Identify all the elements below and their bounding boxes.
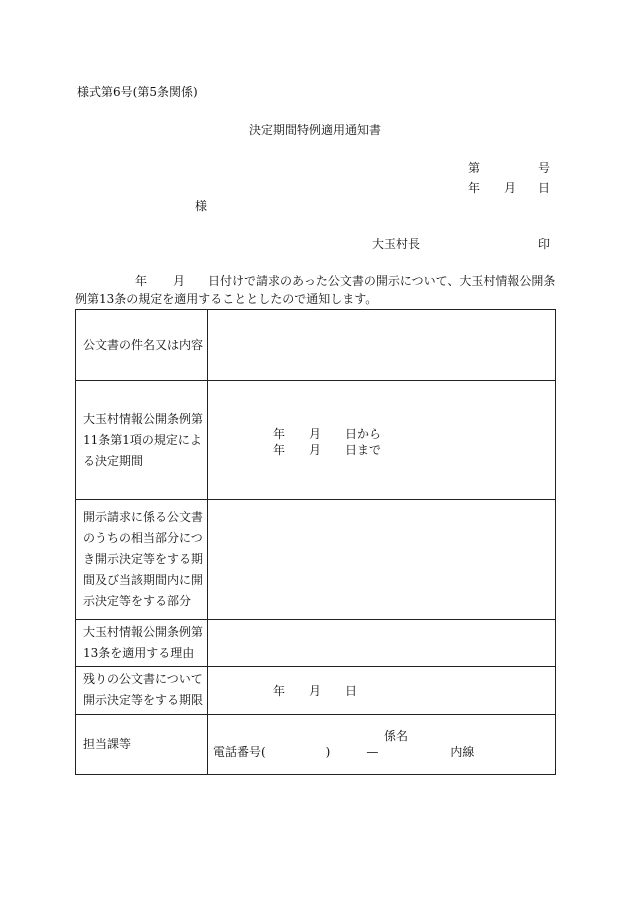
issue-date-row bbox=[468, 180, 550, 196]
date-day: 日 bbox=[537, 181, 550, 195]
table-row-contact bbox=[76, 714, 556, 774]
reason-label: 大玉村情報公開条例第13条を適用する理由 bbox=[76, 619, 208, 666]
intro-year: 年 bbox=[135, 274, 148, 288]
subject-value bbox=[208, 310, 556, 381]
deadline-label: 残りの公文書について開示決定等をする期限 bbox=[76, 666, 208, 714]
contact-value bbox=[208, 714, 556, 774]
phone-number: 電話番号( ) — 内線 bbox=[213, 744, 475, 759]
issuer-row bbox=[372, 236, 550, 252]
table-row-partial-disclosure bbox=[76, 500, 556, 619]
addressee-honorific: 様 bbox=[195, 199, 208, 213]
intro-month: 月 bbox=[173, 274, 186, 288]
period-from: 年 月 日から bbox=[273, 427, 382, 442]
deadline-date: 年 月 日 bbox=[273, 683, 358, 698]
decision-period-label: 大玉村情報公開条例第11条第1項の規定による決定期間 bbox=[76, 381, 208, 500]
seal-mark: 印 bbox=[537, 237, 550, 251]
deadline-value bbox=[208, 666, 556, 714]
intro-paragraph bbox=[75, 272, 555, 308]
document-number-row bbox=[468, 160, 550, 176]
intro-line-2: 例第13条の規定を適用することとしたので通知します。 bbox=[75, 292, 378, 306]
decision-period-value bbox=[208, 381, 556, 500]
partial-disclosure-label: 開示請求に係る公文書のうちの相当部分につき開示決定等をする期間及び当該期間内に開示決定等をする部分 bbox=[76, 500, 208, 619]
reason-value bbox=[208, 619, 556, 666]
table-row-reason bbox=[76, 619, 556, 666]
partial-disclosure-value bbox=[208, 500, 556, 619]
intro-line-1 bbox=[75, 272, 555, 290]
period-to: 年 月 日まで bbox=[273, 443, 382, 458]
form-number: 様式第6号(第5条関係) bbox=[77, 85, 198, 99]
section-name: 係名 bbox=[384, 728, 409, 743]
table-row-decision-period bbox=[76, 381, 556, 500]
date-year: 年 bbox=[468, 181, 481, 195]
document-title: 決定期間特例適用通知書 bbox=[248, 123, 381, 137]
intro-text: 日付けで請求のあった公文書の開示について、大玉村情報公開条 bbox=[208, 274, 556, 288]
contact-label: 担当課等 bbox=[76, 714, 208, 774]
number-suffix: 号 bbox=[537, 161, 550, 175]
date-month: 月 bbox=[504, 181, 517, 195]
table-row-deadline bbox=[76, 666, 556, 714]
notice-table bbox=[75, 309, 556, 775]
number-prefix: 第 bbox=[468, 161, 481, 175]
issuer-name: 大玉村長 bbox=[372, 237, 421, 251]
table-row-subject bbox=[76, 310, 556, 381]
subject-label: 公文書の件名又は内容 bbox=[76, 310, 208, 381]
